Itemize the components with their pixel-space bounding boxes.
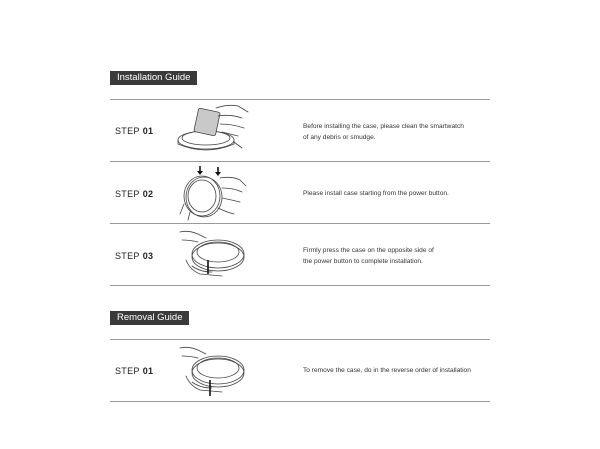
step-number: 02 <box>142 189 154 199</box>
removal-step-1-text: To remove the case, do in the reverse order of installation <box>303 367 471 374</box>
step-number: 01 <box>142 126 154 136</box>
step-word: STEP <box>115 189 140 199</box>
install-step-2-text: Please install case starting from the power button. <box>303 190 449 197</box>
clean-watch-illustration <box>172 102 252 160</box>
step-number: 01 <box>142 366 154 376</box>
step-word: STEP <box>115 126 140 136</box>
remove-case-illustration <box>176 342 252 398</box>
removal-step-1-label <box>115 366 153 376</box>
press-case-illustration <box>176 226 252 282</box>
install-case-illustration <box>176 164 248 222</box>
step-word: STEP <box>115 251 140 261</box>
divider <box>110 99 490 100</box>
divider <box>110 285 490 286</box>
install-step-3-label <box>115 251 153 261</box>
divider <box>110 339 490 340</box>
divider <box>110 161 490 162</box>
divider <box>110 223 490 224</box>
installation-guide-title: Installation Guide <box>110 71 197 85</box>
divider <box>110 401 490 402</box>
install-step-2-label <box>115 189 153 199</box>
removal-guide-title: Removal Guide <box>110 311 189 325</box>
step-word: STEP <box>115 366 140 376</box>
install-step-1-label <box>115 126 153 136</box>
install-step-3-text: Firmly press the case on the opposite side of the power button to complete installation. <box>303 247 434 265</box>
step-number: 03 <box>142 251 154 261</box>
install-step-1-text: Before installing the case, please clean the smartwatch of any debris or smudge. <box>303 123 464 141</box>
